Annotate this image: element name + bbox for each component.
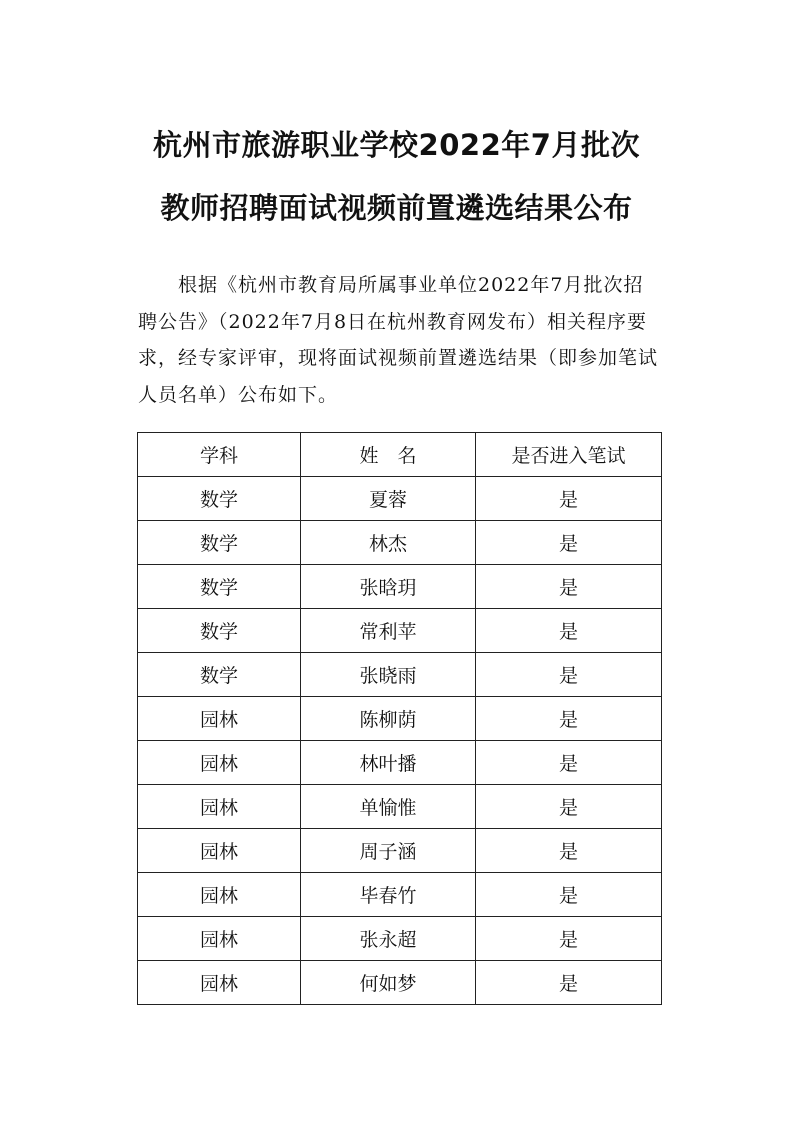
cell-subject: 园林 <box>138 697 301 741</box>
cell-name: 林杰 <box>301 521 476 565</box>
results-table <box>137 432 662 1005</box>
cell-name: 陈柳荫 <box>301 697 476 741</box>
table-row <box>138 609 662 653</box>
cell-written-exam: 是 <box>476 697 662 741</box>
cell-name: 夏蓉 <box>301 477 476 521</box>
cell-subject: 数学 <box>138 565 301 609</box>
table-row <box>138 741 662 785</box>
cell-subject: 园林 <box>138 917 301 961</box>
cell-subject: 园林 <box>138 741 301 785</box>
cell-written-exam: 是 <box>476 565 662 609</box>
table-row <box>138 961 662 1005</box>
table-row <box>138 653 662 697</box>
table-row <box>138 829 662 873</box>
cell-name: 张晓雨 <box>301 653 476 697</box>
table-row <box>138 697 662 741</box>
cell-written-exam: 是 <box>476 521 662 565</box>
cell-written-exam: 是 <box>476 829 662 873</box>
cell-name: 单愉惟 <box>301 785 476 829</box>
cell-subject: 数学 <box>138 653 301 697</box>
header-name: 姓 名 <box>301 433 476 477</box>
table-row <box>138 917 662 961</box>
cell-written-exam: 是 <box>476 477 662 521</box>
cell-name: 何如梦 <box>301 961 476 1005</box>
cell-subject: 数学 <box>138 521 301 565</box>
cell-name: 常利苹 <box>301 609 476 653</box>
title-line-2: 教师招聘面试视频前置遴选结果公布 <box>160 191 633 225</box>
cell-written-exam: 是 <box>476 609 662 653</box>
table-row <box>138 565 662 609</box>
cell-subject: 园林 <box>138 873 301 917</box>
table-header-row <box>138 433 662 477</box>
table-row <box>138 873 662 917</box>
cell-written-exam: 是 <box>476 653 662 697</box>
cell-written-exam: 是 <box>476 785 662 829</box>
intro-paragraph <box>138 267 660 413</box>
header-written-exam: 是否进入笔试 <box>476 433 662 477</box>
cell-name: 林叶播 <box>301 741 476 785</box>
cell-subject: 数学 <box>138 477 301 521</box>
intro-line: 聘公告》（2022年7月8日在杭州教育网发布）相关程序要 <box>138 310 648 333</box>
intro-line: 人员名单）公布如下。 <box>138 383 339 406</box>
table-row <box>138 785 662 829</box>
cell-name: 毕春竹 <box>301 873 476 917</box>
cell-subject: 园林 <box>138 785 301 829</box>
cell-written-exam: 是 <box>476 917 662 961</box>
cell-subject: 数学 <box>138 609 301 653</box>
cell-name: 张晗玥 <box>301 565 476 609</box>
header-subject: 学科 <box>138 433 301 477</box>
cell-written-exam: 是 <box>476 741 662 785</box>
table-body <box>138 477 662 1005</box>
intro-line: 求，经专家评审，现将面试视频前置遴选结果（即参加笔试 <box>138 347 659 369</box>
title-line-1: 杭州市旅游职业学校2022年7月批次 <box>153 128 640 162</box>
cell-name: 张永超 <box>301 917 476 961</box>
cell-subject: 园林 <box>138 829 301 873</box>
table-row <box>138 521 662 565</box>
intro-line: 根据《杭州市教育局所属事业单位2022年7月批次招 <box>138 274 644 296</box>
cell-name: 周子涵 <box>301 829 476 873</box>
cell-written-exam: 是 <box>476 961 662 1005</box>
cell-written-exam: 是 <box>476 873 662 917</box>
cell-subject: 园林 <box>138 961 301 1005</box>
table-row <box>138 477 662 521</box>
